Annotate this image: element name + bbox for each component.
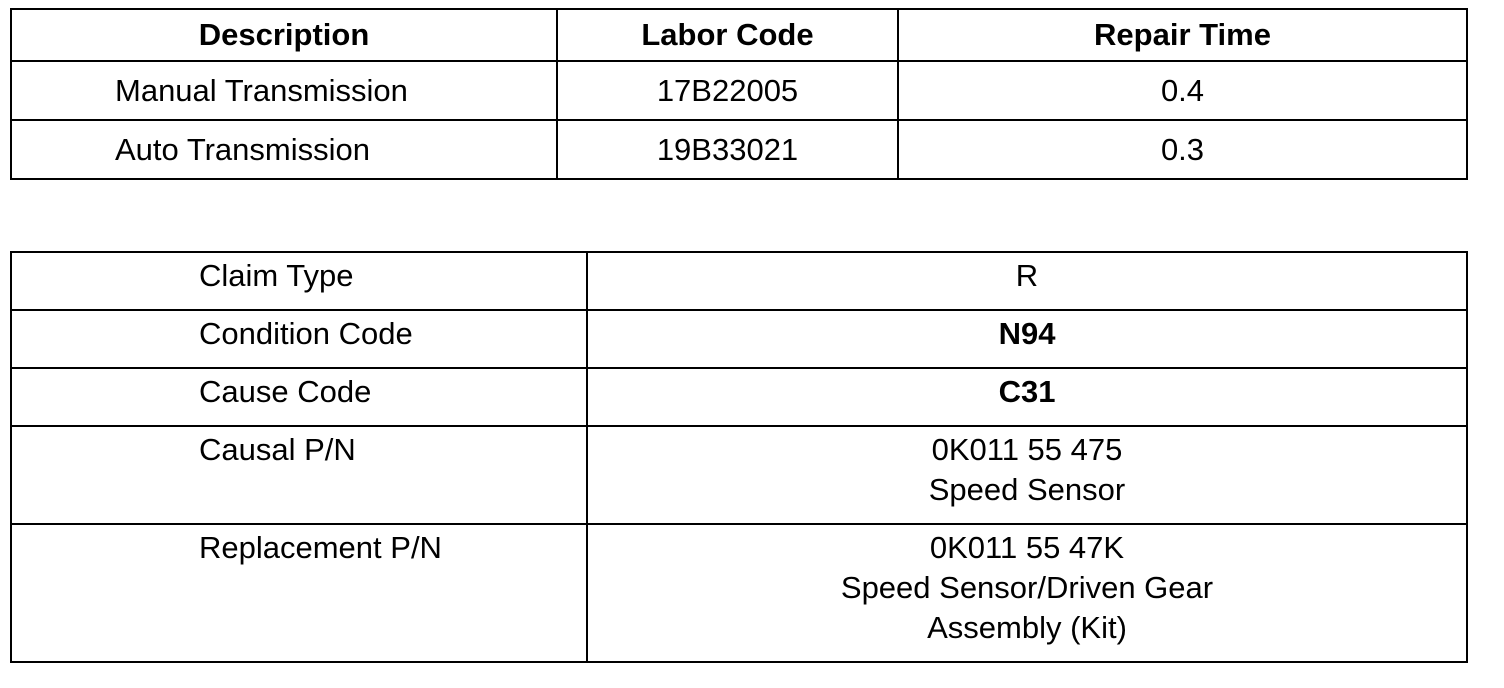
causal-part-description: Speed Sensor bbox=[928, 472, 1126, 507]
header-description: Description bbox=[11, 9, 557, 61]
cause-code-value bbox=[587, 368, 1467, 426]
table-row bbox=[11, 368, 1467, 426]
replacement-part-description: Assembly (Kit) bbox=[927, 610, 1127, 645]
table-row bbox=[11, 426, 1467, 524]
replacement-pn-label: Replacement P/N bbox=[11, 524, 587, 662]
header-labor-code: Labor Code bbox=[557, 9, 898, 61]
table-row bbox=[11, 252, 1467, 310]
condition-code-label: Condition Code bbox=[11, 310, 587, 368]
repair-time-cell: 0.4 bbox=[898, 61, 1467, 120]
replacement-part-number: 0K011 55 47K bbox=[929, 530, 1125, 565]
condition-code-value bbox=[587, 310, 1467, 368]
claim-type-value bbox=[587, 252, 1467, 310]
causal-part-number: 0K011 55 475 bbox=[931, 432, 1123, 467]
table-row bbox=[11, 310, 1467, 368]
claim-type-label: Claim Type bbox=[11, 252, 587, 310]
table-row bbox=[11, 120, 1467, 179]
claim-info-table bbox=[10, 251, 1468, 663]
description-cell: Manual Transmission bbox=[11, 61, 557, 120]
claim-type-value-line: R bbox=[1015, 258, 1039, 293]
replacement-part-description: Speed Sensor/Driven Gear bbox=[840, 570, 1214, 605]
table-row bbox=[11, 61, 1467, 120]
cause-code-value-line: C31 bbox=[998, 374, 1056, 409]
labor-code-table bbox=[10, 8, 1468, 180]
replacement-pn-value bbox=[587, 524, 1467, 662]
table-row bbox=[11, 524, 1467, 662]
causal-pn-label: Causal P/N bbox=[11, 426, 587, 524]
repair-time-cell: 0.3 bbox=[898, 120, 1467, 179]
header-repair-time: Repair Time bbox=[898, 9, 1467, 61]
condition-code-value-line: N94 bbox=[998, 316, 1056, 351]
description-cell: Auto Transmission bbox=[11, 120, 557, 179]
labor-code-cell: 19B33021 bbox=[557, 120, 898, 179]
cause-code-label: Cause Code bbox=[11, 368, 587, 426]
labor-code-cell: 17B22005 bbox=[557, 61, 898, 120]
causal-pn-value bbox=[587, 426, 1467, 524]
labor-table-header-row bbox=[11, 9, 1467, 61]
